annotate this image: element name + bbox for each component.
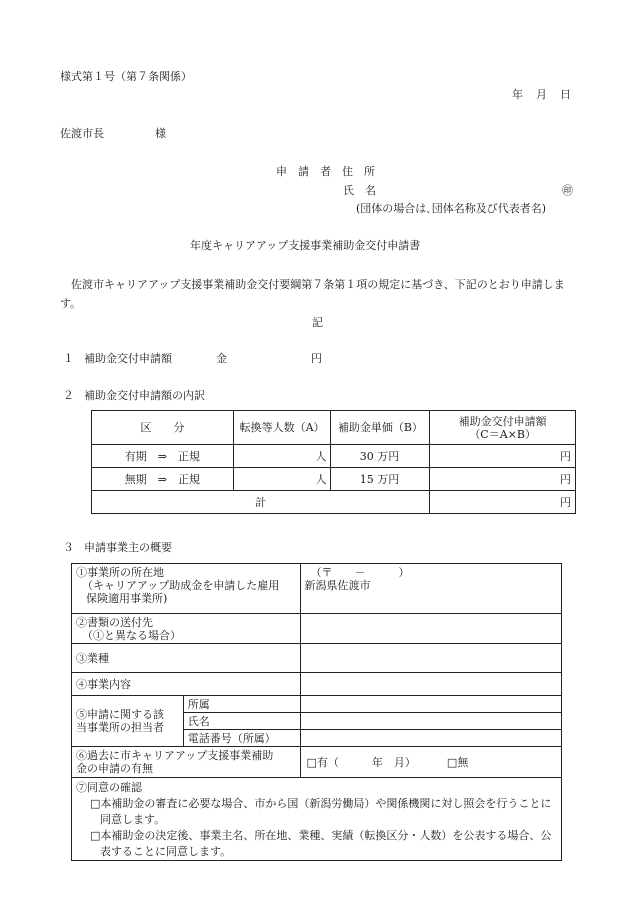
table-row <box>92 445 576 468</box>
breakdown-header-row <box>92 411 576 445</box>
item3-number: ３ <box>63 541 74 554</box>
row-amount: 円 <box>430 468 576 491</box>
total-row <box>92 491 576 514</box>
contact-dept-row <box>72 696 562 713</box>
table-row <box>92 468 576 491</box>
past-no-checkbox[interactable]: □無 <box>446 755 469 769</box>
header-amount <box>430 411 576 445</box>
header-category: 区 分 <box>92 411 234 445</box>
row-category: 有期 ⇒ 正規 <box>92 445 234 468</box>
business-row <box>72 673 562 696</box>
office-location-value <box>300 564 561 614</box>
consent-checkbox-1[interactable]: □本補助金の審査に必要な場合、市から国（新潟労働局）や関係機関に対し照会を行うことに同意します。 <box>90 797 552 826</box>
item1-label: 補助金交付申請額 <box>84 352 172 365</box>
date-field: 年 月 日 <box>512 88 572 101</box>
total-amount: 円 <box>430 491 576 514</box>
person-label: 氏名 <box>183 713 300 730</box>
applicant-address-label: 申 請 者 住 所 <box>276 165 375 178</box>
contact-label-line2: 当事業所の担当者 <box>76 721 164 734</box>
mailing-row <box>72 614 562 644</box>
row-unit: 30 万円 <box>331 445 430 468</box>
header-unit: 補助金単価（B） <box>331 411 430 445</box>
consent-cell <box>72 778 562 861</box>
contact-label-line1: ⑤申請に関する該 <box>76 708 164 721</box>
past-application-row <box>72 747 562 778</box>
mailing-label: ②書類の送付先 <box>76 615 153 629</box>
office-location-row <box>72 564 562 614</box>
body-paragraph: 佐渡市キャリアアップ支援事業補助金交付要綱第７条第１項の規定に基づき、下記のとおり申請します。 <box>60 278 565 310</box>
past-application-cell <box>72 747 301 778</box>
consent-checkbox-2[interactable]: □本補助金の決定後、事業主名、所在地、業種、実績（転換区分・人数）を公表する場合、公表することに同意します。 <box>90 829 552 858</box>
ki-mark: 記 <box>312 316 323 329</box>
business-label: ④事業内容 <box>72 673 301 696</box>
office-location-sub1: （キャリアアップ助成金を申請した雇用 <box>82 579 280 592</box>
document-title: 年度キャリアアップ支援事業補助金交付申請書 <box>190 239 421 252</box>
mailing-value <box>300 614 561 644</box>
item1-yen-prefix: 金 <box>216 352 227 365</box>
row-people: 人 <box>233 468 331 491</box>
postal-code: （〒 － ） <box>310 566 410 579</box>
item2-number: ２ <box>63 389 74 402</box>
industry-row <box>72 644 562 673</box>
mailing-sub: （①と異なる場合） <box>82 628 181 642</box>
person-value <box>300 713 561 730</box>
consent-label: ⑦同意の確認 <box>76 781 142 794</box>
applicant-overview-table <box>71 563 562 861</box>
dept-label: 所属 <box>183 696 300 713</box>
row-amount: 円 <box>430 445 576 468</box>
industry-value <box>300 644 561 673</box>
office-location-label: ①事業所の所在地 <box>76 566 164 579</box>
applicant-note: (団体の場合は､団体名称及び代表者名) <box>356 202 547 215</box>
past-label-line1: ⑥過去に市キャリアアップ支援事業補助 <box>76 749 274 762</box>
seal-mark: ㊞ <box>562 184 573 197</box>
phone-value <box>300 730 561 747</box>
city-name: 新潟県佐渡市 <box>304 579 371 592</box>
business-value <box>300 673 561 696</box>
mailing-cell <box>72 614 301 644</box>
past-application-value <box>300 747 561 778</box>
item3-label: 申請事業主の概要 <box>84 541 172 554</box>
past-label-line2: 金の申請の有無 <box>76 762 153 775</box>
addressee: 佐渡市長 <box>60 127 104 140</box>
total-label: 計 <box>92 491 430 514</box>
past-yes-checkbox[interactable]: □有（ 年 月） <box>306 755 416 769</box>
item1-number: １ <box>63 352 74 365</box>
phone-label: 電話番号（所属） <box>183 730 300 747</box>
breakdown-table <box>91 410 576 514</box>
row-unit: 15 万円 <box>331 468 430 491</box>
header-amount-line2: （C＝A×B） <box>469 427 536 441</box>
office-location-cell <box>72 564 301 614</box>
header-people: 転換等人数（A） <box>233 411 331 445</box>
item2-label: 補助金交付申請額の内訳 <box>84 389 205 402</box>
industry-label: ③業種 <box>72 644 301 673</box>
office-location-sub2: 保険適用事業所) <box>86 592 168 605</box>
consent-row <box>72 778 562 861</box>
row-category: 無期 ⇒ 正規 <box>92 468 234 491</box>
row-people: 人 <box>233 445 331 468</box>
form-number: 様式第１号（第７条関係） <box>60 70 192 83</box>
item1-yen-suffix: 円 <box>311 352 322 365</box>
honorific: 様 <box>155 127 166 140</box>
header-amount-line1: 補助金交付申請額 <box>458 414 547 428</box>
applicant-name-label: 氏 名 <box>343 184 376 197</box>
dept-value <box>300 696 561 713</box>
contact-label-cell <box>72 696 184 747</box>
